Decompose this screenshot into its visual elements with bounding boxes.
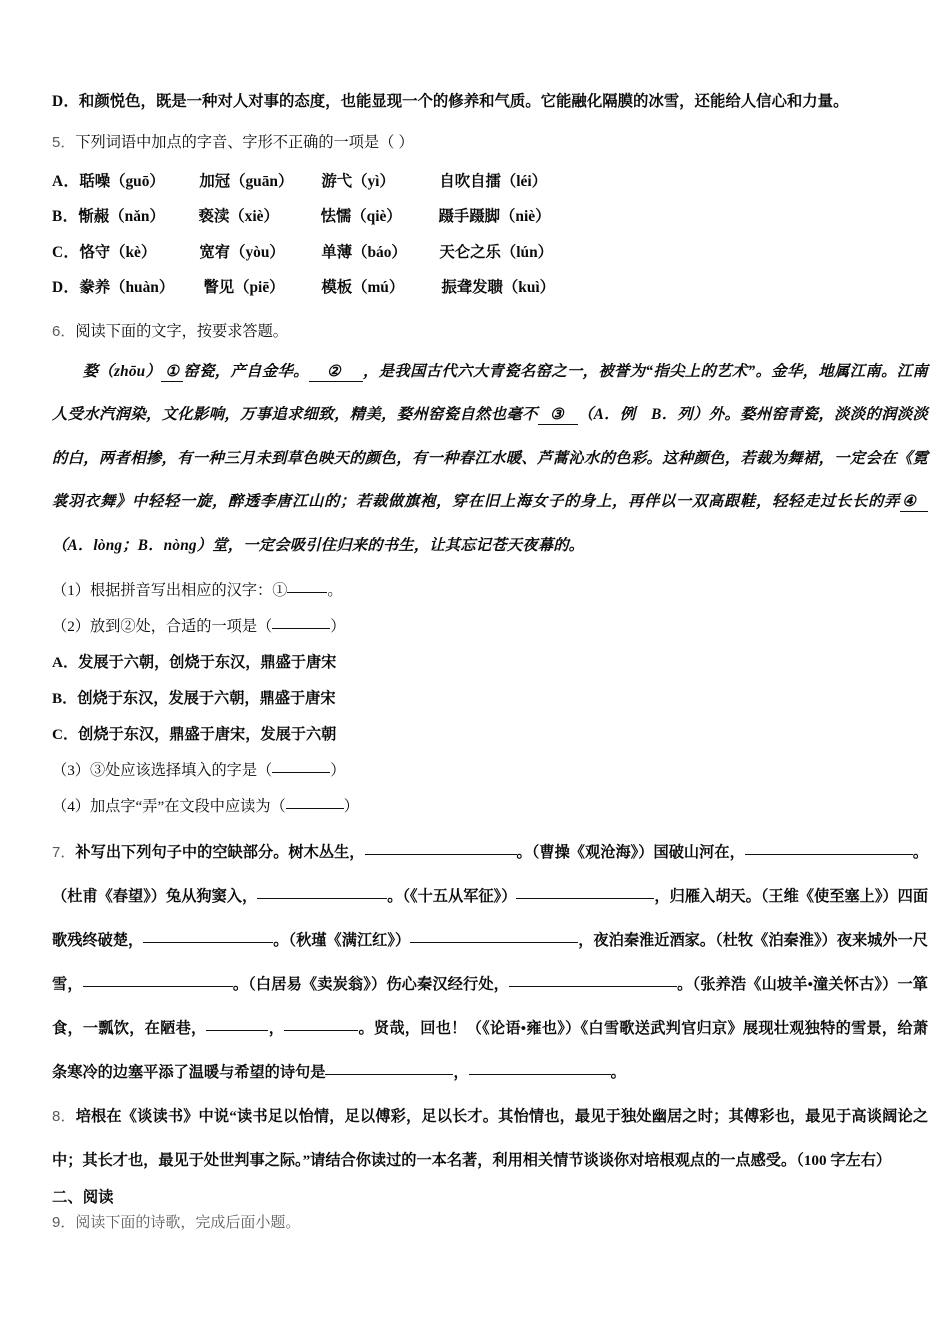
q5-option-b[interactable] <box>52 199 928 235</box>
q8-text: 培根在《谈读书》中说“读书足以怡情，足以傅彩，足以长才。其怡情也，最见于独处幽居之时；其傅彩也，最见于高谈阔论之中；其长才也，最见于处世判事之际。”请结合你读过的一本名著，利用相关情节谈谈你对培根观点的一点感受。（100 字左右） <box>52 1108 929 1169</box>
q6-choice-c-label: C． <box>52 726 79 743</box>
q6-sub-3-blank[interactable] <box>272 757 330 773</box>
q5-option-a-cell-0: 聒噪（guō） <box>79 172 165 190</box>
q6-sub-1-text: （1）根据拼音写出相应的汉字：① <box>52 582 288 599</box>
q5-option-b-cell-2: 怯懦（qiè） <box>320 208 402 225</box>
q7-text-24: 。 <box>610 1064 626 1081</box>
q7-text-8: ，归雁入胡天。（王维《使至塞上》）四面歌残终破楚， <box>52 888 929 949</box>
q7-text-18: ， <box>268 1020 285 1037</box>
q7-text-14: 。（白居易《卖炭翁》）伤心秦汉经行处， <box>232 976 510 993</box>
q6-sub-question-3 <box>52 753 928 789</box>
q6-choice-b[interactable] <box>52 681 928 717</box>
q7-text-0: 补写出下列句子中的空缺部分。树木丛生， <box>75 844 365 861</box>
q7-text-6: 。（《十五从军征》） <box>387 888 517 905</box>
q7-blank-7[interactable] <box>516 883 654 899</box>
q6-stem: 阅读下面的文字，按要求答题。 <box>75 322 288 340</box>
q5-option-d[interactable] <box>52 270 928 306</box>
q5-option-b-cell-0: 惭赧（nǎn） <box>78 208 165 225</box>
q6-passage-part-3: ，是我国古代六大青瓷名窑之一，被誉为“指尖上的艺术”。金华，地属江南。江南人受水汽润染，文化影响，万事追求细致，精美，婺州窑瓷自然也毫不 <box>52 362 928 423</box>
q7-text-16: 。（张养浩《山坡羊•潼关怀古》）一箪食，一瓢饮，在陋巷， <box>52 976 928 1037</box>
q7-text-4: 。（杜甫《春望》）兔从狗窦入， <box>52 844 929 905</box>
section-2-heading: 二、阅读 <box>52 1189 114 1206</box>
q5-option-d-cell-1: 瞥见（piē） <box>203 279 285 296</box>
q6-sub-1-tail: 。 <box>327 582 343 599</box>
q5-option-a-label: A． <box>52 172 80 190</box>
q7-text-20: 。贤哉，回也！（《论语•雍也》）《白雪歌送武判官归京》展现壮观独特的雪景，给萧条寒冷的边塞平添了温暖与希望的诗句是 <box>52 1020 929 1081</box>
q6-sub-4-tail: ） <box>343 798 359 815</box>
q5-option-d-cell-2: 模板（mú） <box>321 279 405 296</box>
q5-option-c-cell-0: 恪守（kè） <box>79 243 157 261</box>
q5-option-c-cell-3: 天仑之乐（lún） <box>439 243 554 261</box>
q6-sub-question-1 <box>52 573 928 609</box>
q6-passage-blank-1[interactable]: ① <box>161 363 183 382</box>
q7-blank-19[interactable] <box>284 1015 358 1031</box>
q6-passage-blank-3[interactable]: ③ <box>538 406 578 425</box>
q6-passage-blank-4[interactable]: ④ <box>900 493 928 512</box>
q6-choice-b-label: B． <box>52 690 78 707</box>
q6-passage-part-5: （A．lòng；B．nòng）堂，一定会吸引住归来的书生，让其忘记苍天夜幕的。 <box>52 536 585 554</box>
q7-blank-5[interactable] <box>257 883 387 899</box>
q5-option-d-cell-3: 振聋发聩（kuì） <box>441 279 556 296</box>
q7-text-2: 。（曹操《观沧海》）国破山河在， <box>516 844 745 861</box>
q6-sub-question-2 <box>52 609 928 645</box>
q5-option-a-cell-1: 加冠（guān） <box>199 172 294 190</box>
q5-option-c-cell-2: 单薄（báo） <box>321 243 407 261</box>
q5-option-c[interactable] <box>52 235 928 271</box>
q7-blank-15[interactable] <box>509 971 677 987</box>
q5-option-b-cell-3: 蹑手蹑脚（niè） <box>438 208 551 225</box>
q6-choice-b-text: 创烧于东汉，发展于六朝，鼎盛于唐宋 <box>77 690 336 707</box>
q6-choice-a-text: 发展于六朝，创烧于东汉，鼎盛于唐宋 <box>78 654 337 671</box>
q6-stem-row <box>52 315 928 348</box>
q4-option-d-sep: ． <box>63 93 79 110</box>
q7-blank-21[interactable] <box>325 1059 453 1075</box>
q5-option-a[interactable] <box>52 164 928 200</box>
q6-passage-part-4: （A．例 B．列）外。婺州窑青瓷，淡淡的润淡淡的白，两者相掺，有一种三月未到草色映天的颜色，有一种春江水暖、芦蒿沁水的色彩。这种颜色，若裁为舞裙，一定会在《霓裳羽衣舞》中轻轻一旋，醉透李唐江山的；若裁做旗袍，穿在旧上海女子的身上，再伴以一双高跟鞋，轻轻走过长长的弄 <box>52 406 929 510</box>
q5-stem: 下列词语中加点的字音、字形不正确的一项是（ ） <box>75 133 414 151</box>
q8-number: 8． <box>52 1108 76 1125</box>
q7-paragraph <box>52 831 928 1095</box>
q7-text-12: ，夜泊秦淮近酒家。（杜牧《泊秦淮》）夜来城外一尺雪， <box>52 932 928 993</box>
q5-option-a-cell-3: 自吹自擂（léi） <box>439 172 548 190</box>
q6-number: 6． <box>52 322 76 340</box>
q5-option-c-label: C． <box>52 243 80 261</box>
q7-blank-9[interactable] <box>143 927 273 943</box>
q8-paragraph <box>52 1095 928 1183</box>
q4-option-d <box>52 84 928 120</box>
q6-passage-part-2: 窑瓷，产自金华。 <box>183 362 309 380</box>
q6-sub-question-4 <box>52 789 928 825</box>
q5-option-d-cell-0: 豢养（huàn） <box>79 279 175 296</box>
q7-blank-17[interactable] <box>206 1015 268 1031</box>
q5-stem-row <box>52 126 928 159</box>
q5-option-b-cell-1: 亵渎（xiè） <box>198 208 279 225</box>
q5-option-c-cell-1: 宽宥（yòu） <box>199 243 285 261</box>
q7-text-10: 。（秋瑾《满江红》） <box>273 932 411 949</box>
q4-option-d-text: 和颜悦色，既是一种对人对事的态度，也能显现一个的修养和气质。它能融化隔膜的冰雪，还能给人信心和力量。 <box>78 93 849 110</box>
q7-number: 7． <box>52 844 76 861</box>
q6-sub-3-tail: ） <box>330 762 346 779</box>
q5-option-b-label: B． <box>52 208 79 225</box>
q6-passage-part-1: 婺（zhōu） <box>82 362 162 380</box>
q7-text-22: ， <box>453 1064 469 1081</box>
q4-option-d-label: D <box>52 93 64 110</box>
q5-option-d-label: D． <box>52 279 80 296</box>
q6-sub-4-text: （4）加点字“弄”在文段中应读为（ <box>52 798 286 815</box>
q7-blank-23[interactable] <box>469 1059 611 1075</box>
q6-sub-2-blank[interactable] <box>272 613 330 629</box>
q7-blank-11[interactable] <box>410 927 578 943</box>
q7-blank-13[interactable] <box>83 971 233 987</box>
q6-sub-3-text: （3）③处应该选择填入的字是（ <box>52 762 273 779</box>
q9-stem: 9．阅读下面的诗歌，完成后面小题。 <box>52 1214 301 1231</box>
q6-passage <box>52 350 928 568</box>
q6-sub-4-blank[interactable] <box>286 793 344 809</box>
q6-passage-blank-2[interactable]: ② <box>309 363 363 382</box>
q6-choice-c-text: 创烧于东汉，鼎盛于唐宋，发展于六朝 <box>78 726 337 743</box>
q7-blank-1[interactable] <box>365 839 517 855</box>
q6-sub-1-blank[interactable] <box>287 577 327 593</box>
q6-sub-2-text: （2）放到②处，合适的一项是（ <box>52 618 273 635</box>
q6-choice-c[interactable] <box>52 717 928 753</box>
q6-choice-a-label: A． <box>52 654 79 671</box>
q7-blank-3[interactable] <box>745 839 913 855</box>
q5-option-a-cell-2: 游弋（yì） <box>321 172 395 190</box>
q5-number: 5． <box>52 133 76 151</box>
q6-choice-a[interactable] <box>52 645 928 681</box>
q6-sub-2-tail: ） <box>330 618 346 635</box>
